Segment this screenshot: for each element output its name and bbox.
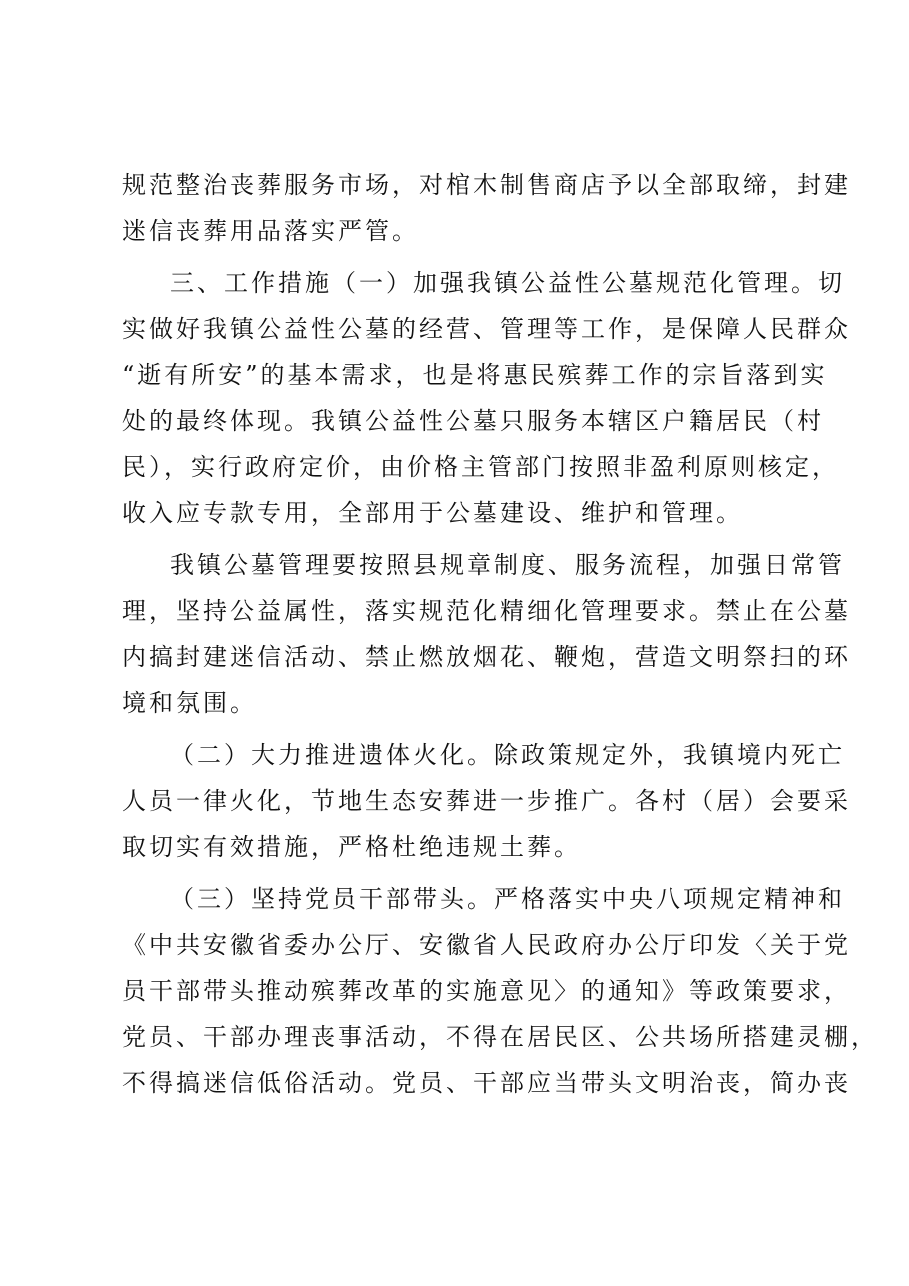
paragraph-3 <box>122 542 851 726</box>
text-line: （三）坚持党员干部带头。严格落实中央八项规定精神和 <box>170 885 845 913</box>
text-line: 我镇公墓管理要按照县规章制度、服务流程，加强日常管 <box>170 551 845 579</box>
paragraph-5 <box>122 876 878 1106</box>
text-line: 《中共安徽省委办公厅、安徽省人民政府办公厅印发〈关于党 <box>122 931 851 959</box>
text-line: “逝有所安”的基本需求，也是将惠民殡葬工作的宗旨落到实 <box>122 361 828 389</box>
text-line: 取切实有效措施，严格杜绝违规土葬。 <box>122 833 581 861</box>
text-line: 人员一律火化，节地生态安葬进一步推广。各村（居）会要采 <box>122 787 851 815</box>
text-line: 内搞封建迷信活动、禁止燃放烟花、鞭炮，营造文明祭扫的环 <box>122 643 851 671</box>
text-line: 迷信丧葬用品落实严管。 <box>122 217 419 245</box>
document-body <box>122 162 878 1112</box>
text-line: 境和氛围。 <box>122 689 257 717</box>
text-line: 员干部带头推动殡葬改革的实施意见〉的通知》等政策要求， <box>122 977 851 1005</box>
text-line: 不得搞迷信低俗活动。党员、干部应当带头文明治丧，简办丧 <box>122 1069 851 1097</box>
text-line: 收入应专款专用，全部用于公墓建设、维护和管理。 <box>122 499 743 527</box>
text-line: 规范整治丧葬服务市场，对棺木制售商店予以全部取缔，封建 <box>122 171 851 199</box>
text-line: 实做好我镇公益性公墓的经营、管理等工作，是保障人民群众 <box>122 315 851 343</box>
text-line: （二）大力推进遗体火化。除政策规定外，我镇境内死亡 <box>170 741 845 769</box>
text-line: 民），实行政府定价，由价格主管部门按照非盈利原则核定， <box>122 453 839 481</box>
paragraph-1 <box>122 162 851 254</box>
text-line: 党员、干部办理丧事活动，不得在居民区、公共场所搭建灵棚， <box>122 1023 878 1051</box>
paragraph-4 <box>122 732 851 870</box>
paragraph-2 <box>122 260 851 536</box>
text-line: 理，坚持公益属性，落实规范化精细化管理要求。禁止在公墓 <box>122 597 851 625</box>
text-line: 三、工作措施（一）加强我镇公益性公墓规范化管理。切 <box>170 269 845 297</box>
text-line: 处的最终体现。我镇公益性公墓只服务本辖区户籍居民（村 <box>122 407 824 435</box>
